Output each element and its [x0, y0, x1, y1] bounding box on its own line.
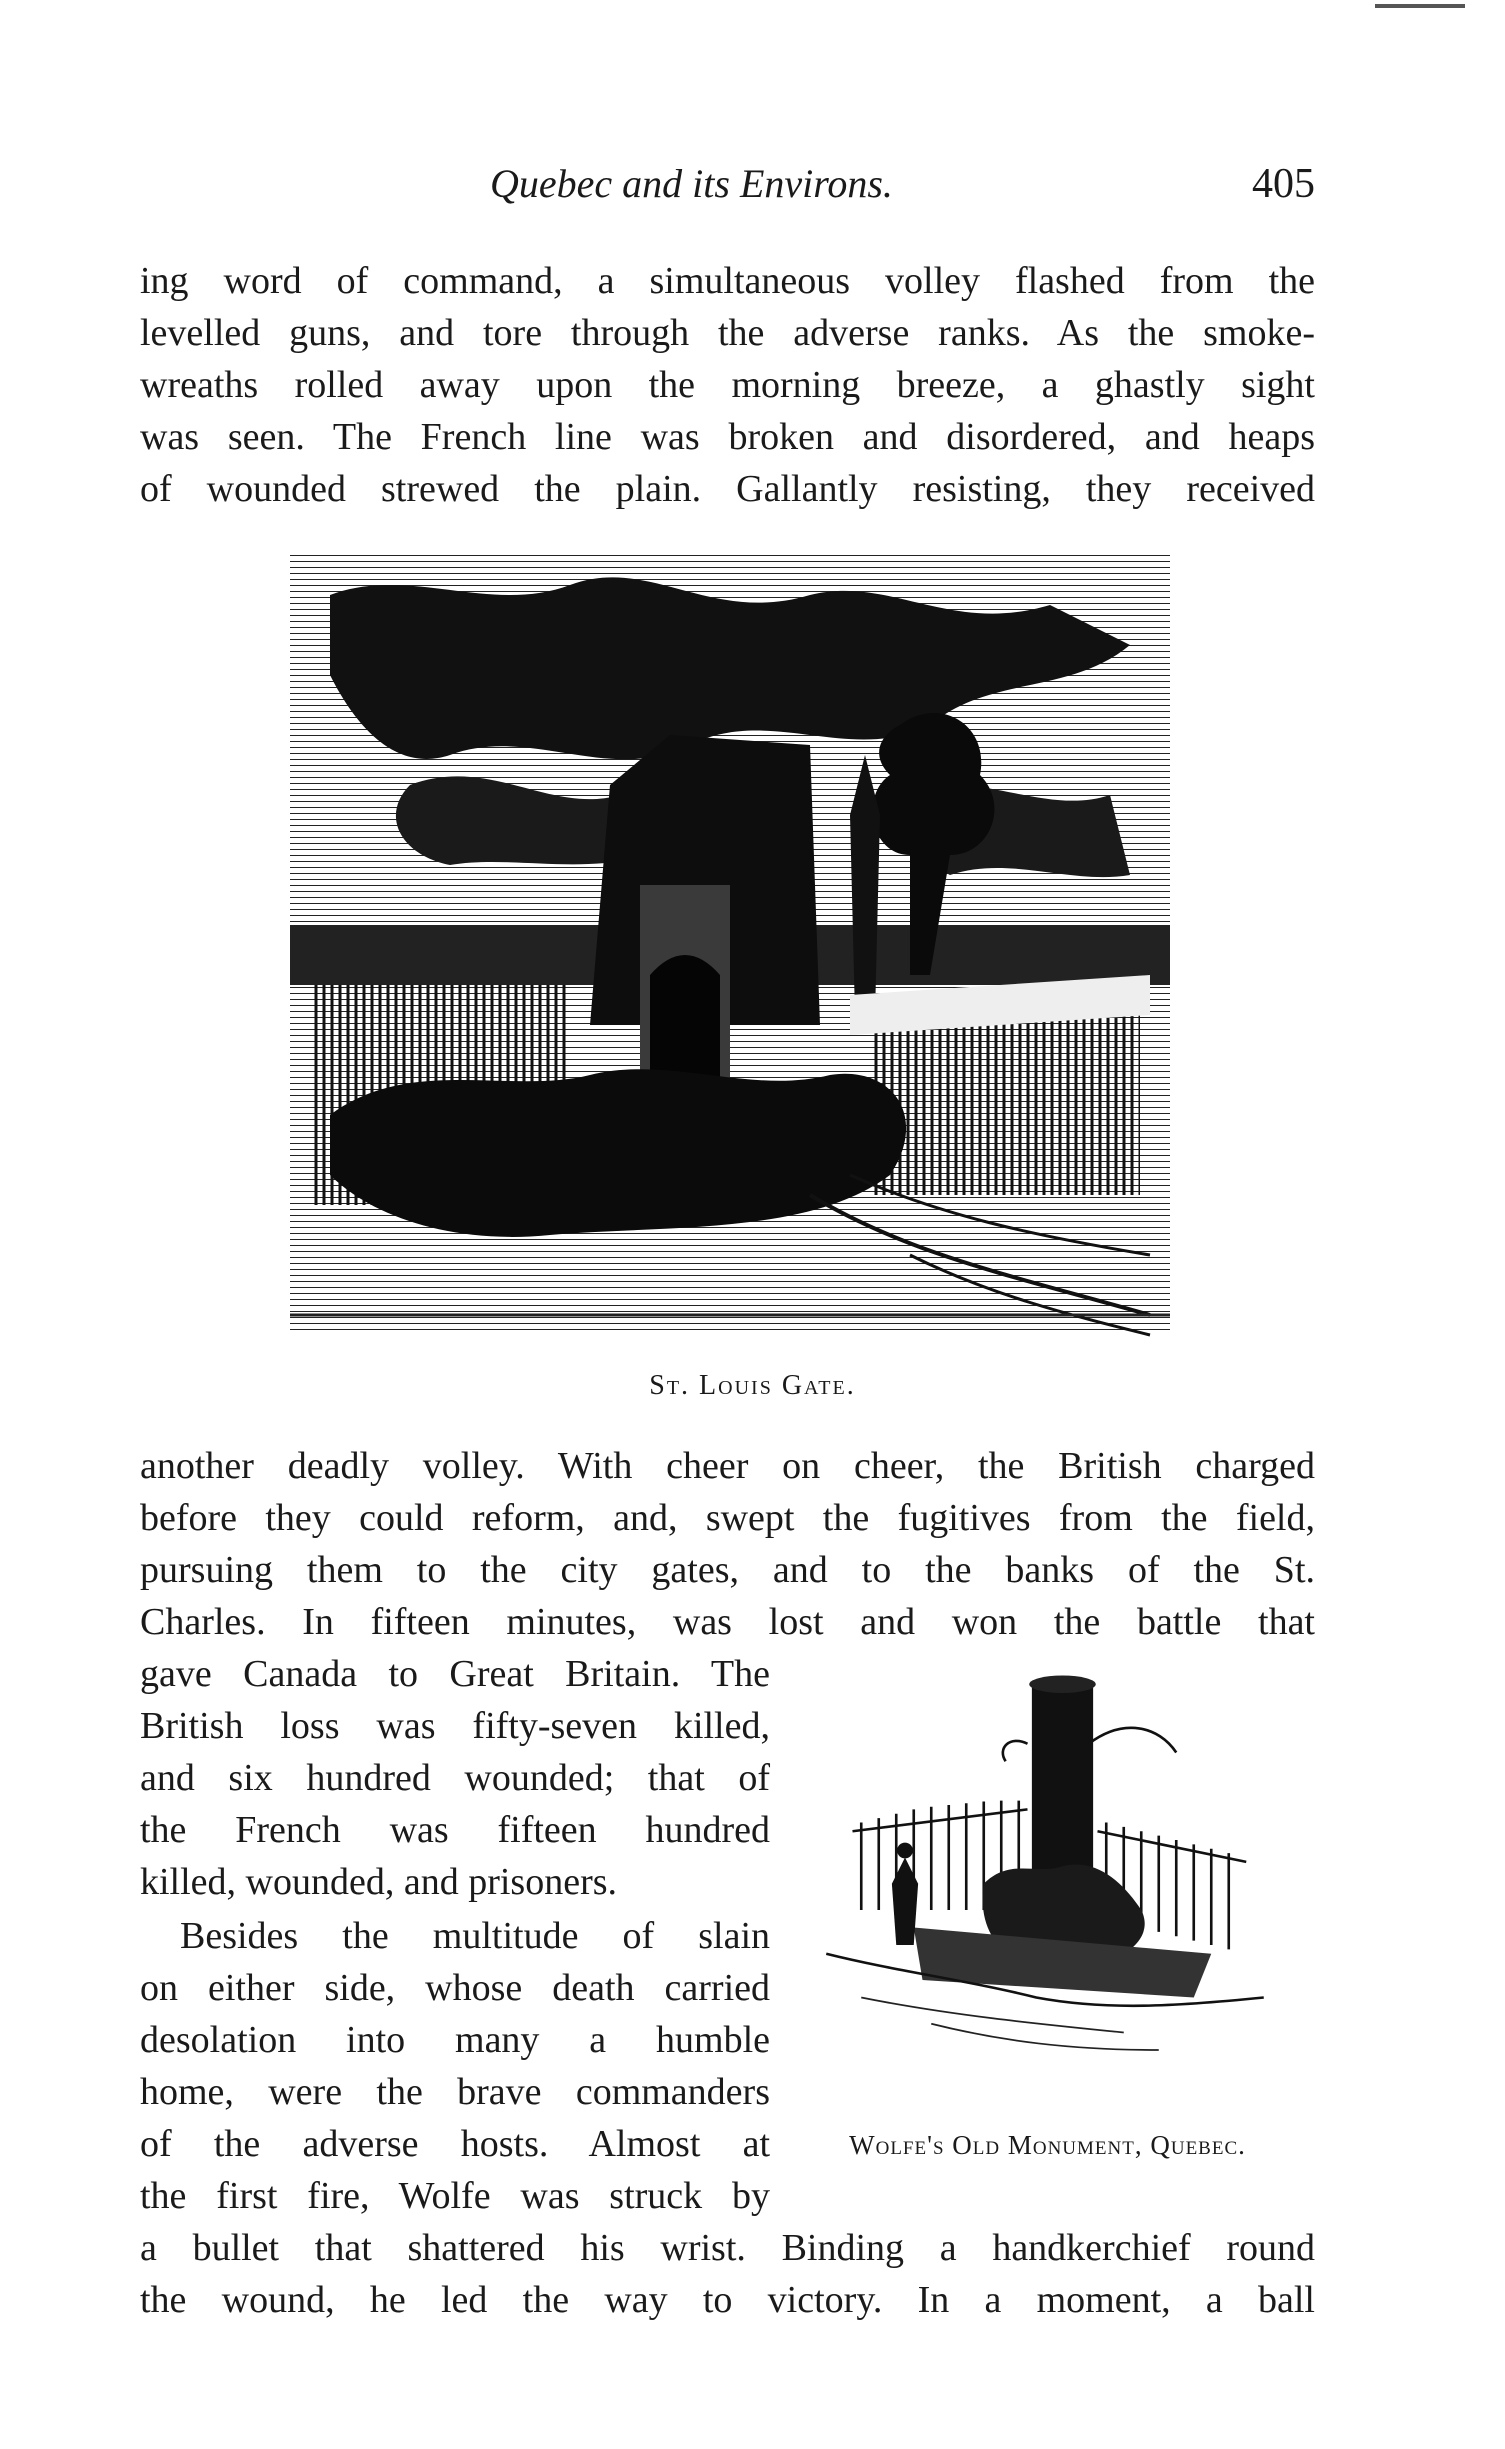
text-line: on either side, whose death carried	[140, 1967, 770, 2009]
text-line: before they could reform, and, swept the fugitives from the field,	[140, 1497, 1315, 1539]
text-line: British loss was fifty-seven killed,	[140, 1705, 770, 1747]
text-line: Charles. In fifteen minutes, was lost and won the battle that	[140, 1601, 1315, 1643]
figure-caption: St. Louis Gate.	[649, 1370, 856, 1401]
text-line: gave Canada to Great Britain. The	[140, 1653, 770, 1695]
text-line: wreaths rolled away upon the morning breeze, a ghastly sight	[140, 364, 1315, 406]
text-line: was seen. The French line was broken and disordered, and heaps	[140, 416, 1315, 458]
text-line: the French was fifteen hundred	[140, 1809, 770, 1851]
page-number: 405	[1252, 161, 1315, 207]
text-line: home, were the brave commanders	[140, 2071, 770, 2113]
text-line: a bullet that shattered his wrist. Binding a handkerchief round	[140, 2227, 1315, 2269]
text-line: pursuing them to the city gates, and to the banks of the St.	[140, 1549, 1315, 1591]
page-header	[140, 160, 1315, 220]
figure-caption: Wolfe's Old Monument, Quebec.	[849, 2130, 1246, 2160]
text-line: killed, wounded, and prisoners.	[140, 1861, 618, 1903]
running-title: Quebec and its Environs.	[490, 161, 893, 206]
text-line: ing word of command, a simultaneous volley flashed from the	[140, 260, 1315, 302]
text-line: and six hundred wounded; that of	[140, 1757, 770, 1799]
st-louis-gate-engraving	[290, 555, 1170, 1355]
text-line: of the adverse hosts. Almost at	[140, 2123, 770, 2165]
text-line: levelled guns, and tore through the adverse ranks. As the smoke-	[140, 312, 1315, 354]
scan-mark	[1375, 4, 1465, 8]
text-line: the wound, he led the way to victory. In a moment, a ball	[140, 2279, 1315, 2321]
text-line: of wounded strewed the plain. Gallantly resisting, they received	[140, 468, 1315, 510]
text-line: another deadly volley. With cheer on cheer, the British charged	[140, 1445, 1315, 1487]
text-line: desolation into many a humble	[140, 2019, 770, 2061]
text-line: the first fire, Wolfe was struck by	[140, 2175, 770, 2217]
wolfe-monument-engraving	[775, 1665, 1315, 2120]
text-line: Besides the multitude of slain	[180, 1915, 770, 1957]
